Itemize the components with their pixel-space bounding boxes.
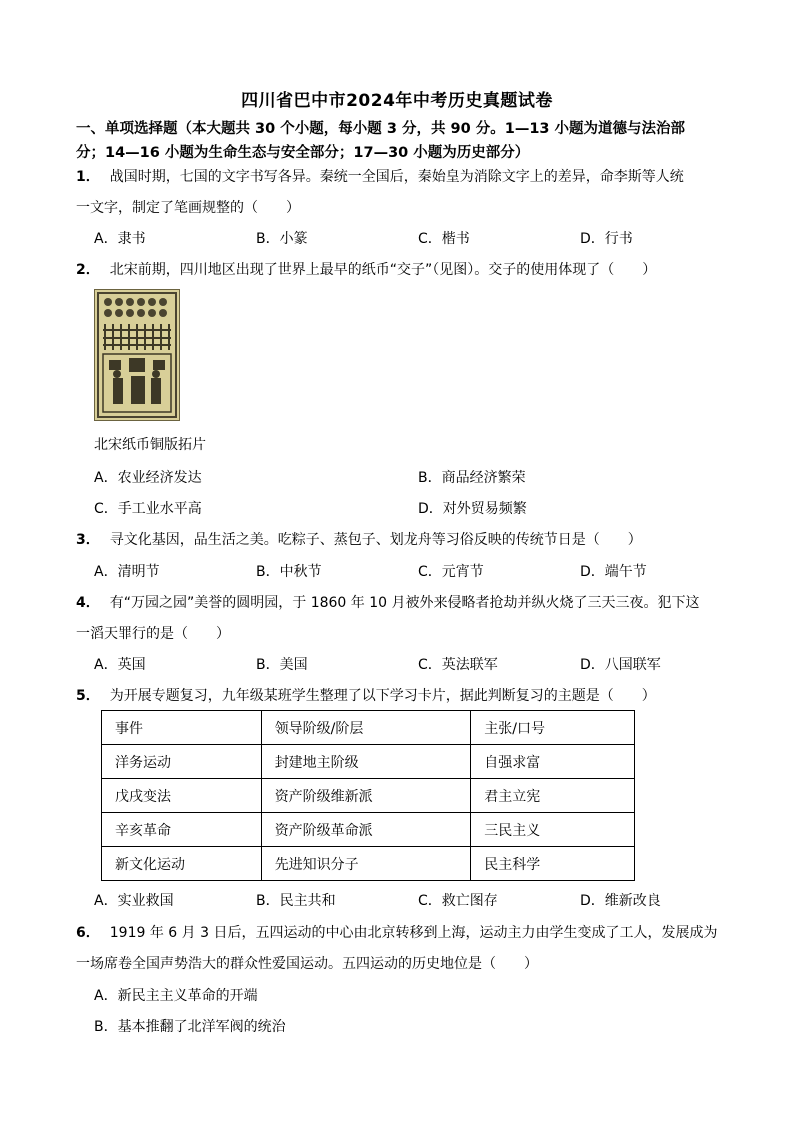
question-1-option-c[interactable]: C．楷书 xyxy=(418,231,470,247)
question-2-option-d[interactable]: D．对外贸易频繁 xyxy=(418,501,527,517)
question-4-option-d[interactable]: D．八国联军 xyxy=(580,657,661,673)
question-4-option-c[interactable]: C．英法联军 xyxy=(418,657,498,673)
question-2-stem xyxy=(76,259,724,279)
question-1-stem-line-2: 一文字，制定了笔画规整的（ ） xyxy=(76,200,300,216)
table-row xyxy=(102,813,635,847)
question-3-option-b[interactable]: B．中秋节 xyxy=(256,564,322,580)
question-6-number: 6． xyxy=(76,925,100,941)
table-cell: 资产阶级革命派 xyxy=(261,813,471,847)
table-header-cell: 事件 xyxy=(102,711,262,745)
table-cell: 自强求富 xyxy=(471,745,635,779)
question-5-option-d[interactable]: D．维新改良 xyxy=(580,893,661,909)
question-2-option-a[interactable]: A．农业经济发达 xyxy=(94,470,202,486)
table-cell: 辛亥革命 xyxy=(102,813,262,847)
section-heading-line-1: 一、单项选择题（本大题共 30 个小题，每小题 3 分，共 90 分。1—13 小题为道德与法治部 xyxy=(76,121,686,137)
question-4-option-b[interactable]: B．美国 xyxy=(256,657,308,673)
table-row xyxy=(102,847,635,881)
section-heading xyxy=(76,117,726,165)
table-cell: 洋务运动 xyxy=(102,745,262,779)
question-2-number: 2． xyxy=(76,262,100,278)
question-1-option-d[interactable]: D．行书 xyxy=(580,231,633,247)
table-cell: 先进知识分子 xyxy=(261,847,471,881)
question-1-option-a[interactable]: A．隶书 xyxy=(94,231,146,247)
question-4-option-a[interactable]: A．英国 xyxy=(94,657,146,673)
question-5-option-b[interactable]: B．民主共和 xyxy=(256,893,336,909)
question-6-stem xyxy=(76,922,724,942)
question-3-option-d[interactable]: D．端午节 xyxy=(580,564,647,580)
table-cell: 三民主义 xyxy=(471,813,635,847)
figure-caption: 北宋纸币铜版拓片 xyxy=(94,437,206,453)
table-header-cell: 领导阶级/阶层 xyxy=(261,711,471,745)
question-4-number: 4． xyxy=(76,595,100,611)
question-6-option-a[interactable]: A．新民主主义革命的开端 xyxy=(94,988,258,1004)
question-2-text: 北宋前期，四川地区出现了世界上最早的纸币“交子”（见图）。交子的使用体现了（ ） xyxy=(109,262,657,278)
question-3-number: 3． xyxy=(76,532,100,548)
question-2-option-b[interactable]: B．商品经济繁荣 xyxy=(418,470,526,486)
question-2-option-c[interactable]: C．手工业水平高 xyxy=(94,501,202,517)
table-header-cell: 主张/口号 xyxy=(471,711,635,745)
question-5-stem xyxy=(76,685,724,705)
question-1-number: 1． xyxy=(76,169,100,185)
question-1-stem xyxy=(76,166,724,186)
table-row xyxy=(102,745,635,779)
question-3-stem xyxy=(76,529,724,549)
table-cell: 封建地主阶级 xyxy=(261,745,471,779)
question-3-option-a[interactable]: A．清明节 xyxy=(94,564,160,580)
table-cell: 新文化运动 xyxy=(102,847,262,881)
jiaozi-banknote-image xyxy=(94,289,180,421)
question-5-number: 5． xyxy=(76,688,100,704)
question-3-text: 寻文化基因，品生活之美。吃粽子、蒸包子、划龙舟等习俗反映的传统节日是（ ） xyxy=(109,532,642,548)
table-cell: 君主立宪 xyxy=(471,779,635,813)
table-cell: 民主科学 xyxy=(471,847,635,881)
table-cell: 资产阶级维新派 xyxy=(261,779,471,813)
question-6-option-b[interactable]: B．基本推翻了北洋军阀的统治 xyxy=(94,1019,286,1035)
jiaozi-banknote-illustration xyxy=(95,290,179,420)
question-4-text: 有“万园之园”美誉的圆明园，于 1860 年 10 月被外来侵略者抢劫并纵火烧了三天三夜。犯下这 xyxy=(109,595,700,611)
question-5-option-c[interactable]: C．救亡图存 xyxy=(418,893,498,909)
question-1-option-b[interactable]: B．小篆 xyxy=(256,231,308,247)
question-6-stem-line-2: 一场席卷全国声势浩大的群众性爱国运动。五四运动的历史地位是（ ） xyxy=(76,956,538,972)
question-4-stem-line-2: 一滔天罪行的是（ ） xyxy=(76,626,230,642)
question-5-option-a[interactable]: A．实业救国 xyxy=(94,893,174,909)
table-cell: 戊戌变法 xyxy=(102,779,262,813)
question-4-stem xyxy=(76,592,724,612)
question-1-text: 战国时期，七国的文字书写各异。秦统一全国后，秦始皇为消除文字上的差异，命李斯等人统 xyxy=(109,169,684,185)
question-3-option-c[interactable]: C．元宵节 xyxy=(418,564,484,580)
page-title: 四川省巴中市2024年中考历史真题试卷 xyxy=(241,91,553,111)
section-heading-line-2: 分；14—16 小题为生命生态与安全部分；17—30 小题为历史部分） xyxy=(76,145,530,161)
table-header-row xyxy=(102,711,635,745)
table-row xyxy=(102,779,635,813)
question-6-text: 1919 年 6 月 3 日后，五四运动的中心由北京转移到上海，运动主力由学生变成了工人，发展成为 xyxy=(109,925,718,941)
question-5-text: 为开展专题复习，九年级某班学生整理了以下学习卡片，据此判断复习的主题是（ ） xyxy=(109,688,656,704)
study-card-table xyxy=(101,710,635,881)
